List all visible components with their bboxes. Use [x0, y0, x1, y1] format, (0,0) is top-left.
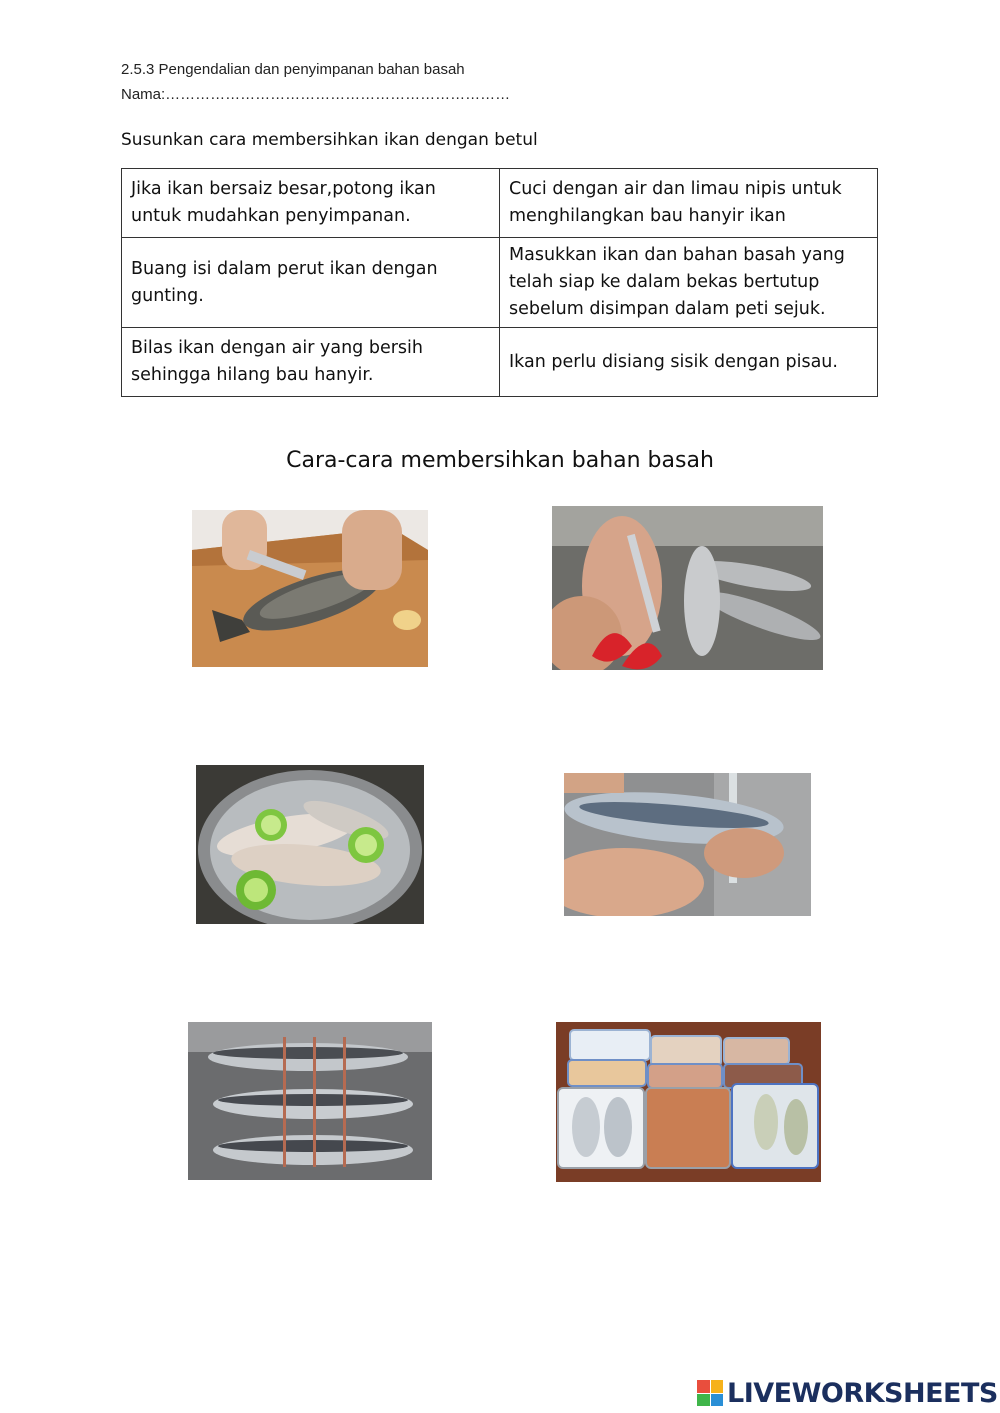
photo-rinsing-fish: [564, 773, 811, 916]
logo-square-blue: [711, 1394, 724, 1407]
table-row: [122, 238, 878, 328]
step-cell[interactable]: Ikan perlu disiang sisik dengan pisau.: [500, 328, 878, 397]
step-cell[interactable]: Masukkan ikan dan bahan basah yang telah siap ke dalam bekas bertutup sebelum disimpan dalam peti sejuk.: [500, 238, 878, 328]
table-row: [122, 328, 878, 397]
name-line: Nama:……………………………………………………………: [121, 86, 511, 103]
photo-fish-lime: [196, 765, 424, 924]
photo-scaling-fish: [192, 510, 428, 667]
liveworksheets-text: LIVEWORKSHEETS: [727, 1377, 998, 1409]
table-row: [122, 169, 878, 238]
step-cell[interactable]: Buang isi dalam perut ikan dengan gunting.: [122, 238, 500, 328]
liveworksheets-icon: [697, 1380, 723, 1406]
liveworksheets-logo: [697, 1376, 998, 1410]
photo-scissors-fish: [552, 506, 823, 670]
logo-square-yellow: [711, 1380, 724, 1393]
step-cell[interactable]: Jika ikan bersaiz besar,potong ikan untuk mudahkan penyimpanan.: [122, 169, 500, 238]
step-cell[interactable]: Cuci dengan air dan limau nipis untuk menghilangkan bau hanyir ikan: [500, 169, 878, 238]
topic-heading: 2.5.3 Pengendalian dan penyimpanan bahan basah: [121, 61, 465, 78]
section-title: Cara-cara membersihkan bahan basah: [286, 448, 714, 473]
photo-cut-fish: [188, 1022, 432, 1180]
logo-square-green: [697, 1394, 710, 1407]
steps-table: [121, 168, 878, 397]
photo-storage-containers: [556, 1022, 821, 1182]
instruction-text: Susunkan cara membersihkan ikan dengan betul: [121, 130, 538, 150]
step-cell[interactable]: Bilas ikan dengan air yang bersih sehingga hilang bau hanyir.: [122, 328, 500, 397]
logo-square-red: [697, 1380, 710, 1393]
